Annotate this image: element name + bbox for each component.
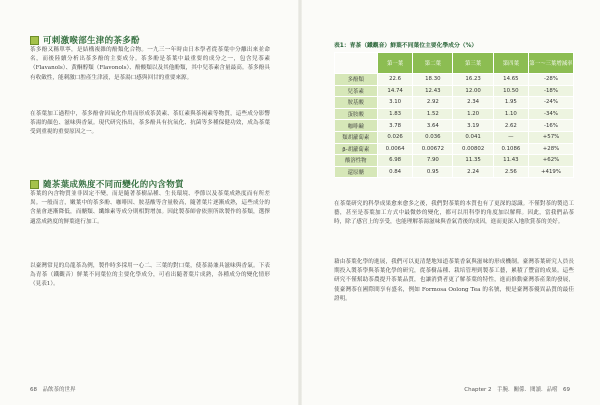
table-cell: 0.00672 [413, 143, 453, 155]
table-cell: 0.041 [453, 131, 493, 143]
table-cell: 1.95 [493, 97, 528, 109]
paragraph: 茶多酚又稱單寧，是結構複雜的酚類化合物。一九三一年時由日本學者從茶葉中分離出來並命名，而後陸續分析出茶多酚的主要成分。茶多酚是茶葉中最重要的成分之一，包含兒茶素（Flavanols）、黃酮醇類（Flavonols）、酚酸類以及其他酚類，其中兒茶素含量最高。茶多酚具有收斂性，能刺激口腔產生津液，是茶湯口感與回甘的重要來源。 [30, 47, 270, 81]
table-cell: 12.00 [453, 85, 493, 97]
table-cell: -16% [529, 120, 574, 132]
page-number-right: Chapter 2 手腕．關係．閱讀．品嚐 69 [464, 387, 570, 393]
table-cell: 6.98 [378, 155, 413, 167]
table-cell: 22.6 [378, 74, 413, 86]
table-cell: — [493, 131, 528, 143]
table-cell: 3.78 [378, 120, 413, 132]
table-row [335, 131, 574, 143]
table-row [335, 97, 574, 109]
section-heading-text: 隨茶葉成熟度不同而變化的內含物質 [43, 180, 184, 190]
table-cell: +62% [529, 155, 574, 167]
table-cell: 1.52 [413, 108, 453, 120]
table-cell: 14.65 [493, 74, 528, 86]
table-row [335, 155, 574, 167]
section-heading-tea-polyphenols [30, 34, 140, 46]
table-cell: +57% [529, 131, 574, 143]
table-cell: 16.23 [453, 74, 493, 86]
row-label: 胺基酸 [335, 97, 378, 109]
row-label: β-胡蘿蔔素 [335, 143, 378, 155]
table-cell: 18.30 [413, 74, 453, 86]
row-label: 多酚類 [335, 74, 378, 86]
table-cell: 0.00802 [453, 143, 493, 155]
table-row [335, 74, 574, 86]
paragraph: 藉由茶葉化學的進展，我們可以更清楚地知道茶葉香氣與滋味的形成機制。臺灣茶葉研究人員長期投入製茶學與茶葉化學的研究，從茶樹品種、栽培管理到製茶工藝，累積了豐富的成果。這些研究不僅幫助茶農提升茶葉品質，也讓消費者更了解茶葉的特性，進而推動臺灣茶產業的發展，使臺灣茶在國際間享有盛名，例如 Formosa Oolong Tea 的名號，便是臺灣茶優異品質的最佳證明。 [334, 259, 574, 302]
section-marker-icon [30, 180, 39, 189]
table-cell: 10.50 [493, 85, 528, 97]
table-title: 表1：青茶（鐵觀音）鮮葉不同葉位主要化學成分（%） [334, 43, 478, 49]
table-cell: -28% [529, 74, 574, 86]
table-cell: 11.35 [453, 155, 493, 167]
table-cell: 2.24 [453, 166, 493, 178]
table-cell: +419% [529, 166, 574, 178]
section-marker-icon [30, 36, 39, 45]
table-cell: 3.10 [378, 97, 413, 109]
column-header: 第一葉 [378, 53, 413, 74]
table-cell: -18% [529, 85, 574, 97]
table-cell: 0.026 [378, 131, 413, 143]
paragraph: 茶葉的內含物質並非固定不變，而是隨著茶樹品種、生長環境、季節以及茶葉成熟度而有所差異。一般而言，嫩葉中的茶多酚、咖啡因、胺基酸等含量較高，隨著葉片逐漸成熟，這些成分的含量會逐漸降低，而醣類、纖維素等成分則相對增加。因此製茶師會依照所欲製作的茶類，選擇適當成熟度的鮮葉進行加工。 [30, 191, 270, 225]
paragraph: 在茶葉研究的科學成果愈來愈多之後，我們對茶葉的本質也有了更深的認識。不僅對茶的製造工藝，甚至是茶葉加工方式中最微妙的變化，都可以用科學的角度加以解釋。因此，當我們品茶時，除了感官上的享受，也能理解茶湯滋味與香氣背後的成因，進而更深入地欣賞茶的美好。 [334, 201, 574, 226]
table-cell: 11.43 [493, 155, 528, 167]
table-cell: 2.56 [493, 166, 528, 178]
table-row [335, 166, 574, 178]
table-cell: 0.0064 [378, 143, 413, 155]
table-cell: 1.20 [453, 108, 493, 120]
table-cell: 14.74 [378, 85, 413, 97]
table-cell: -34% [529, 108, 574, 120]
row-label: 酸溶性物 [335, 155, 378, 167]
table-cell: -24% [529, 97, 574, 109]
page-number-left: 68 品飲茶的世界 [30, 387, 76, 393]
row-label: 咖啡鹼 [335, 120, 378, 132]
table-header-row [335, 53, 574, 74]
row-label: 還原醣 [335, 166, 378, 178]
table-row [335, 85, 574, 97]
chemical-composition-table [334, 52, 574, 178]
table-cell: 2.62 [493, 120, 528, 132]
table-cell: 3.64 [413, 120, 453, 132]
table-cell: +28% [529, 143, 574, 155]
table-cell: 0.84 [378, 166, 413, 178]
column-header: 第二葉 [413, 53, 453, 74]
row-label: 蛋胺酸 [335, 108, 378, 120]
paragraph: 在茶葉加工過程中，茶多酚會因氧化作用而形成茶黃素、茶紅素與茶褐素等物質，這些成分影響茶湯的顏色、滋味與香氣。現代研究指出，茶多酚具有抗氧化、抗菌等多種保健功效，成為茶葉受到重視的重要原因之一。 [30, 111, 270, 136]
row-label: 兒茶素 [335, 85, 378, 97]
table-corner-cell [335, 53, 378, 74]
row-label: 類胡蘿蔔素 [335, 131, 378, 143]
table-cell: 0.95 [413, 166, 453, 178]
table-cell: 2.92 [413, 97, 453, 109]
table-cell: 3.19 [453, 120, 493, 132]
table-cell: 1.83 [378, 108, 413, 120]
table-cell: 2.34 [453, 97, 493, 109]
table-cell: 1.10 [493, 108, 528, 120]
table-cell: 0.1086 [493, 143, 528, 155]
table-row [335, 143, 574, 155]
table-cell: 7.90 [413, 155, 453, 167]
paragraph: 以臺灣常見的烏龍茶為例，製作時多採用一心二、三葉的對口葉，使茶湯兼具滋味與香氣。下表為青茶（鐵觀音）鮮葉不同葉位的主要化學成分，可看出隨著葉片成熟，各種成分的變化情形（見表1）。 [30, 263, 270, 288]
section-heading-text: 可刺激喉部生津的茶多酚 [43, 36, 140, 46]
table-row [335, 108, 574, 120]
table-cell: 0.036 [413, 131, 453, 143]
table-cell: 12.43 [413, 85, 453, 97]
column-header: 第三葉 [453, 53, 493, 74]
column-header: 第一～三葉增減率 [529, 53, 574, 74]
column-header: 第四葉 [493, 53, 528, 74]
section-heading-maturity [30, 178, 184, 190]
table-row [335, 120, 574, 132]
